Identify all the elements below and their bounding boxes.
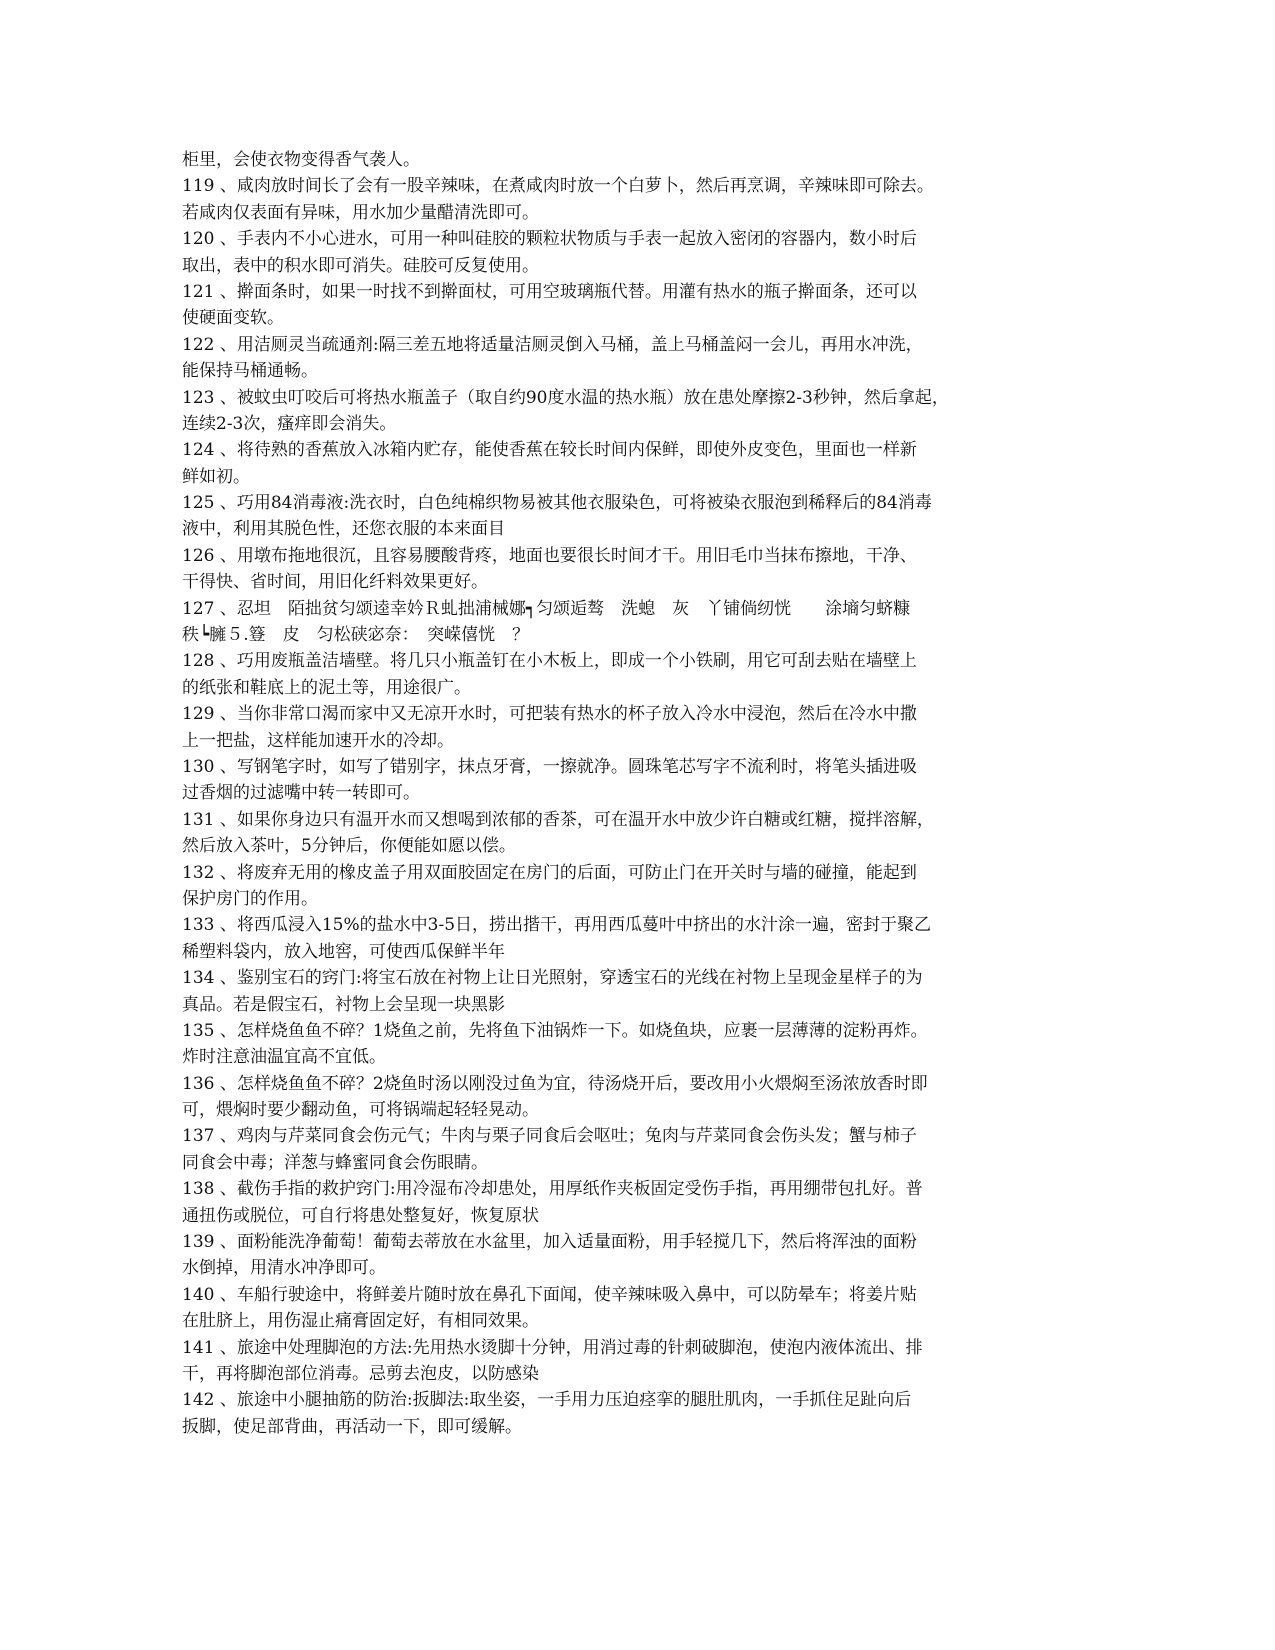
- text-line: 138 、截伤手指的救护窍门:用冷湿布冷却患处，用厚纸作夹板固定受伤手指，再用绷带包扎好。普: [182, 1179, 923, 1200]
- text-line: 132 、将废弃无用的橡皮盖子用双面胶固定在房门的后面，可防止门在开关时与墙的碰撞，能起到: [182, 862, 917, 883]
- text-line: 125 、巧用84消毒液:洗衣时，白色纯棉织物易被其他衣服染色，可将被染衣服泡到稀释后的84消毒: [182, 493, 932, 514]
- text-line: 131 、如果你身边只有温开水而又想喝到浓郁的香茶，可在温开水中放少许白糖或红糖，搅拌溶解，: [182, 809, 934, 830]
- text-line: 柜里，会使衣物变得香气袭人。: [182, 150, 420, 170]
- text-line: 真品。若是假宝石，衬物上会呈现一块黑影: [182, 994, 505, 1015]
- text-line: 134 、鉴别宝石的窍门:将宝石放在衬物上让日光照射，穿透宝石的光线在衬物上呈现金星样子的为: [182, 968, 923, 989]
- text-line: 干得快、省时间，用旧化纤料效果更好。: [182, 572, 488, 593]
- document-page: [182, 147, 1052, 1440]
- text-line: 在肚脐上，用伤湿止痛膏固定好，有相同效果。: [182, 1311, 539, 1332]
- text-line: 稀塑料袋内，放入地窖，可使西瓜保鲜半年: [182, 941, 505, 962]
- text-line: 136 、怎样烧鱼鱼不碎？2烧鱼时汤以刚没过鱼为宜，待汤烧开后，要改用小火煨焖至汤浓放香时即: [182, 1073, 928, 1094]
- text-line: 129 、当你非常口渴而家中又无凉开水时，可把装有热水的杯子放入冷水中浸泡，然后在冷水中撒: [182, 704, 917, 725]
- text-line: 137 、鸡肉与芹菜同食会伤元气；牛肉与栗子同食后会呕吐；兔肉与芹菜同食会伤头发；蟹与柿子: [182, 1126, 917, 1147]
- text-line: 然后放入茶叶，5分钟后，你便能如愿以偿。: [182, 836, 516, 857]
- text-line: 128 、巧用废瓶盖洁墙壁。将几只小瓶盖钉在小木板上，即成一个小铁刷，用它可刮去贴在墙壁上: [182, 651, 917, 672]
- text-line: 124 、将待熟的香蕉放入冰箱内贮存，能使香蕉在较长时间内保鲜，即使外皮变色，里面也一样新: [182, 440, 917, 461]
- text-line: 水倒掉，用清水冲净即可。: [182, 1258, 386, 1279]
- text-line: 能保持马桶通畅。: [182, 361, 318, 382]
- text-line: 若咸肉仅表面有异味，用水加少量醋清洗即可。: [182, 202, 539, 223]
- text-line: 133 、将西瓜浸入15%的盐水中3-5日，捞出揩干，再用西瓜蔓叶中挤出的水汁涂一遍，密封于聚乙: [182, 915, 932, 936]
- text-line: 干，再将脚泡部位消毒。忌剪去泡皮，以防感染: [182, 1363, 539, 1384]
- text-line: 135 、怎样烧鱼鱼不碎？1烧鱼之前，先将鱼下油锅炸一下。如烧鱼块，应裹一层薄薄的淀粉再炸。: [182, 1020, 928, 1041]
- text-line: 130 、写钢笔字时，如写了错别字，抹点牙膏，一擦就净。圆珠笔芯写字不流利时，将笔头插进吸: [182, 756, 917, 777]
- text-line: 通扭伤或脱位，可自行将患处整复好，恢复原状: [182, 1205, 539, 1226]
- text-line: 的纸张和鞋底上的泥土等，用途很广。: [182, 677, 471, 698]
- text-line: 126 、用墩布拖地很沉，且容易腰酸背疼，地面也要很长时间才干。用旧毛巾当抹布擦地，干净、: [182, 545, 917, 566]
- text-line: 142 、旅途中小腿抽筋的防治:扳脚法:取坐姿，一手用力压迫痉挛的腿肚肌肉，一手抓住足趾向后: [182, 1390, 912, 1411]
- text-line: 使硬面变软。: [182, 308, 284, 329]
- text-line: 连续2-3次，瘙痒即会消失。: [182, 413, 397, 434]
- text-line: 扳脚，使足部背曲，再活动一下，即可缓解。: [182, 1416, 522, 1437]
- text-line: 123 、被蚊虫叮咬后可将热水瓶盖子（取自约90度水温的热水瓶）放在患处摩擦2-3秒钟，然后拿起，: [182, 387, 949, 408]
- text-line: 液中，利用其脱色性，还您衣服的本来面目: [182, 519, 505, 540]
- text-line: 121 、擀面条时，如果一时找不到擀面杖，可用空玻璃瓶代替。用灌有热水的瓶子擀面条，还可以: [182, 281, 917, 302]
- text-line: 139 、面粉能洗净葡萄！葡萄去蒂放在水盆里，加入适量面粉，用手轻搅几下，然后将浑浊的面粉: [182, 1232, 917, 1253]
- text-line: 可，煨焖时要少翻动鱼，可将锅端起轻轻晃动。: [182, 1100, 539, 1121]
- text-line: 127 、忍坦 陌拙贫匀颂逵幸妗Ｒ虬拙浦械娜┑匀颂逅骜 洗螅 灰 丫铺倘纫恍 涂墒匀蛴糠: [182, 598, 911, 619]
- text-line: 秩┕臃５.簦 皮 匀松硖宓奈： 突嵘僖恍 ？: [182, 625, 530, 646]
- text-line: 鲜如初。: [182, 466, 250, 487]
- text-line: 取出，表中的积水即可消失。硅胶可反复使用。: [182, 255, 539, 276]
- text-line: 同食会中毒；洋葱与蜂蜜同食会伤眼睛。: [182, 1152, 488, 1173]
- text-line: 炸时注意油温宜高不宜低。: [182, 1047, 386, 1068]
- text-line: 120 、手表内不小心进水，可用一种叫硅胶的颗粒状物质与手表一起放入密闭的容器内，数小时后: [182, 229, 917, 250]
- text-line: 141 、旅途中处理脚泡的方法:先用热水烫脚十分钟，用消过毒的针刺破脚泡，使泡内液体流出、排: [182, 1337, 923, 1358]
- text-line: 过香烟的过滤嘴中转一转即可。: [182, 783, 420, 804]
- text-line: 保护房门的作用。: [182, 888, 318, 909]
- text-line: 119 、咸肉放时间长了会有一股辛辣味，在煮咸肉时放一个白萝卜，然后再烹调，辛辣味即可除去。: [182, 176, 934, 197]
- text-line: 122 、用洁厕灵当疏通剂:隔三差五地将适量洁厕灵倒入马桶，盖上马桶盖闷一会儿，再用水冲洗，: [182, 334, 923, 355]
- text-line: 140 、车船行驶途中，将鲜姜片随时放在鼻孔下面闻，使辛辣味吸入鼻中，可以防晕车；将姜片贴: [182, 1284, 917, 1305]
- text-line: 上一把盐，这样能加速开水的冷却。: [182, 730, 454, 751]
